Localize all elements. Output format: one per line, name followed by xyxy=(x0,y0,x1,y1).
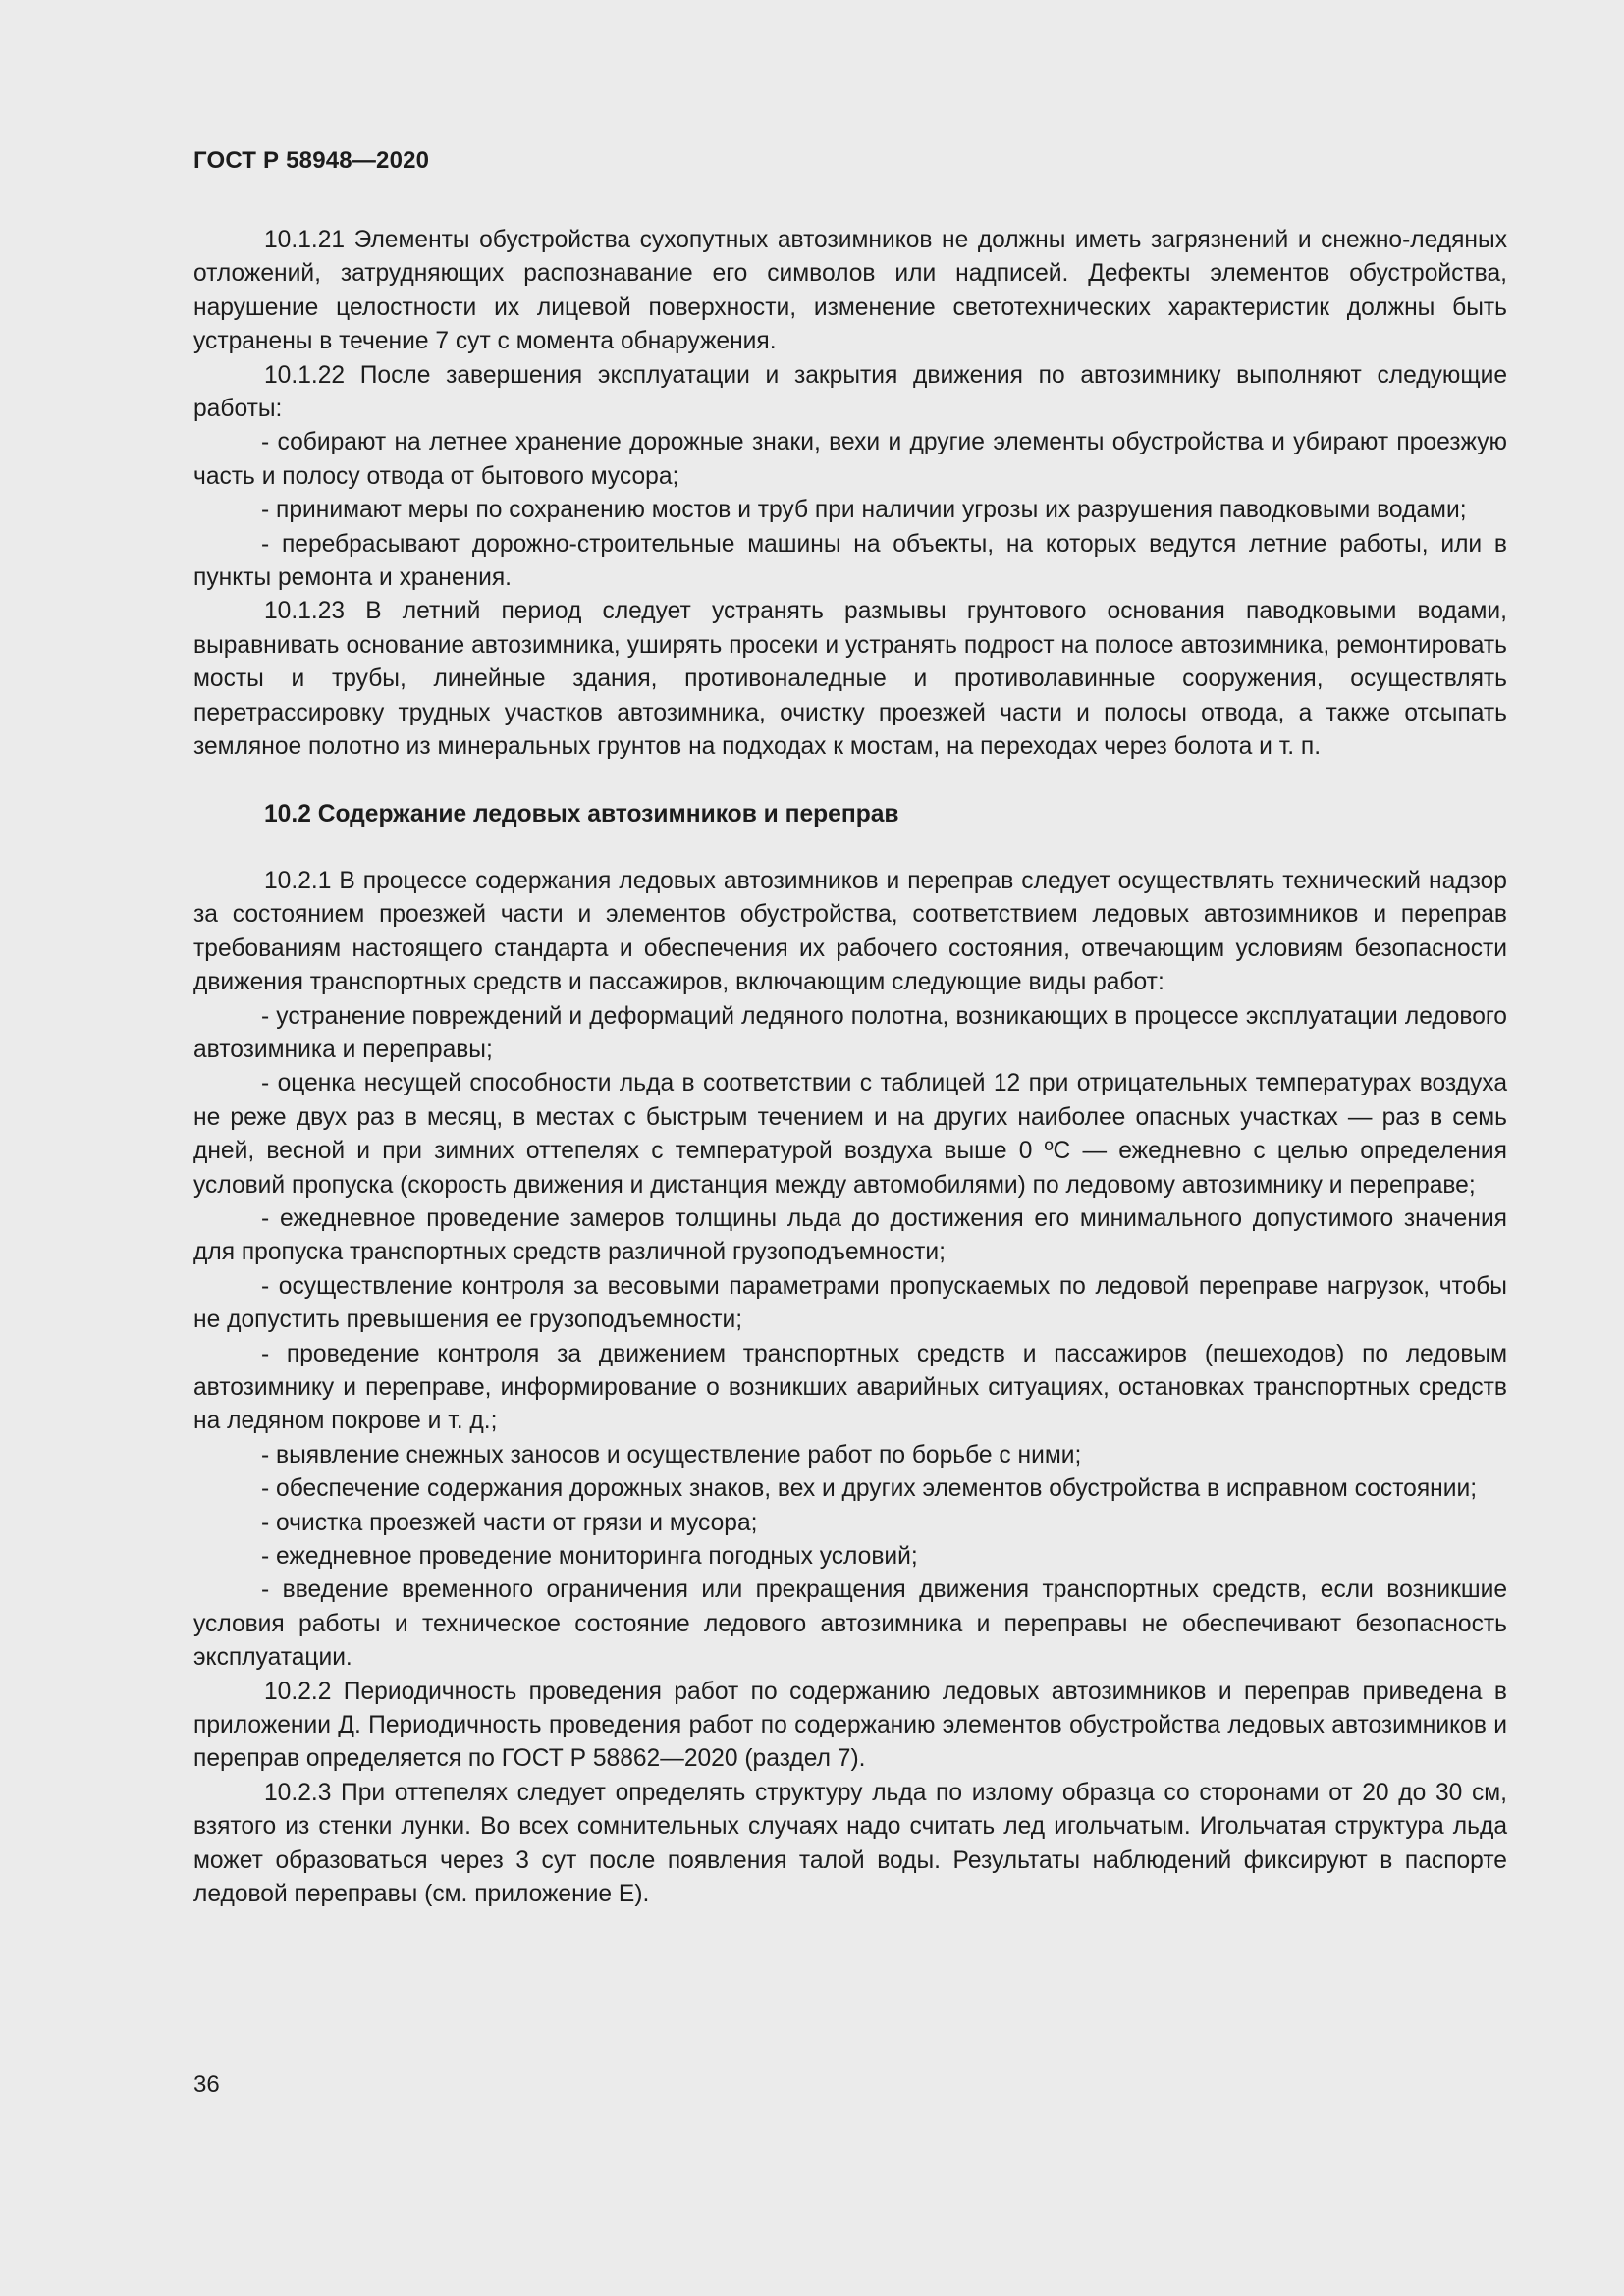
list-item: - обеспечение содержания дорожных знаков, вех и других элементов обустройства в исправном состоянии; xyxy=(261,1475,1478,1503)
paragraph: 10.1.22 После завершения эксплуатации и закрытия движения по автозимнику выполняют следующие работы: xyxy=(193,361,1507,423)
list-item: - очистка проезжей части от грязи и мусора; xyxy=(261,1509,758,1536)
paragraph: 10.1.21 Элементы обустройства сухопутных автозимников не должны иметь загрязнений и снежно-ледяных отложений, затрудняющих распознавание его символов или надписей. Дефекты элементов обустройства, нарушение целостности их лицевой поверхности, изменение светотехнических характеристик должны быть устранены в течение 7 сут с момента обнаружения. xyxy=(193,227,1507,355)
section-heading: 10.2 Содержание ледовых автозимников и переправ xyxy=(264,800,899,828)
list-item: - собирают на летнее хранение дорожные знаки, вехи и другие элементы обустройства и убирают проезжую часть и полосу отвода от бытового мусора; xyxy=(193,429,1507,490)
list-item: - ежедневное проведение замеров толщины льда до достижения его минимального допустимого значения для пропуска транспортных средств различной грузоподъемности; xyxy=(193,1204,1507,1266)
document-code-header: ГОСТ Р 58948—2020 xyxy=(193,147,430,174)
list-item: - введение временного ограничения или прекращения движения транспортных средств, если возникшие условия работы и техническое состояние ледового автозимника и переправы не обеспечивают безопасность эксплуатации. xyxy=(193,1576,1507,1672)
list-item: - устранение повреждений и деформаций ледяного полотна, возникающих в процессе эксплуатации ледового автозимника и переправы; xyxy=(193,1002,1507,1063)
list-item: - выявление снежных заносов и осуществление работ по борьбе с ними; xyxy=(261,1441,1082,1468)
list-item: - ежедневное проведение мониторинга погодных условий; xyxy=(261,1543,918,1571)
list-item: - перебрасывают дорожно-строительные машины на объекты, на которых ведутся летние работы, или в пункты ремонта и хранения. xyxy=(193,530,1507,592)
list-item: - осуществление контроля за весовыми параметрами пропускаемых по ледовой переправе нагрузок, чтобы не допустить превышения ее грузоподъемности; xyxy=(193,1272,1507,1334)
paragraph: 10.2.3 При оттепелях следует определять структуру льда по излому образца со сторонами от 20 до 30 см, взятого из стенки лунки. Во всех сомнительных случаях надо считать лед игольчатым. Игольчатая структура льда может образоваться через 3 сут после появления талой воды. Результаты наблюдений фиксируют в паспорте ледовой переправы (см. приложение Е). xyxy=(193,1779,1507,1908)
paragraph: 10.2.1 В процессе содержания ледовых автозимников и переправ следует осуществлять технический надзор за состоянием проезжей части и элементов обустройства, соответствием ледовых автозимников и переправ требованиям настоящего стандарта и обеспечения их рабочего состояния, отвечающим условиям безопасности движения транспортных средств и пассажиров, включающим следующие виды работ: xyxy=(193,867,1507,996)
list-item: - проведение контроля за движением транспортных средств и пассажиров (пешеходов) по ледовым автозимнику и переправе, информирование о возникших аварийных ситуациях, остановках транспортных средств на ледяном покрове и т. д.; xyxy=(193,1340,1507,1435)
list-item: - оценка несущей способности льда в соответствии с таблицей 12 при отрицательных температурах воздуха не реже двух раз в месяц, в местах с быстрым течением и на других наиболее опасных участках — раз в семь дней, весной и при зимних оттепелях с температурой воздуха выше 0 ºС — ежедневно с целью определения условий пропуска (скорость движения и дистанция между автомобилями) по ледовому автозимнику и переправе; xyxy=(193,1070,1507,1199)
paragraph: 10.2.2 Периодичность проведения работ по содержанию ледовых автозимников и переправ приведена в приложении Д. Периодичность проведения работ по содержанию элементов обустройства ледовых автозимников и переправ определяется по ГОСТ Р 58862—2020 (раздел 7). xyxy=(193,1678,1507,1773)
section-10-1-text xyxy=(193,224,1507,765)
page-number: 36 xyxy=(193,2071,220,2098)
list-item: - принимают меры по сохранению мостов и труб при наличии угрозы их разрушения паводковыми водами; xyxy=(261,497,1467,524)
paragraph: 10.1.23 В летний период следует устранять размывы грунтового основания паводковыми водами, выравнивать основание автозимника, уширять просеки и устранять подрост на полосе автозимника, ремонтировать мосты и трубы, линейные здания, противоналедные и противолавинные сооружения, осуществлять перетрассировку трудных участков автозимника, очистку проезжей части и полосы отвода, а также отсыпать земляное полотно из минеральных грунтов на подходах к мостам, на переходах через болота и т. п. xyxy=(193,598,1507,761)
document-body xyxy=(193,224,1507,1912)
section-10-2-text xyxy=(193,865,1507,1912)
